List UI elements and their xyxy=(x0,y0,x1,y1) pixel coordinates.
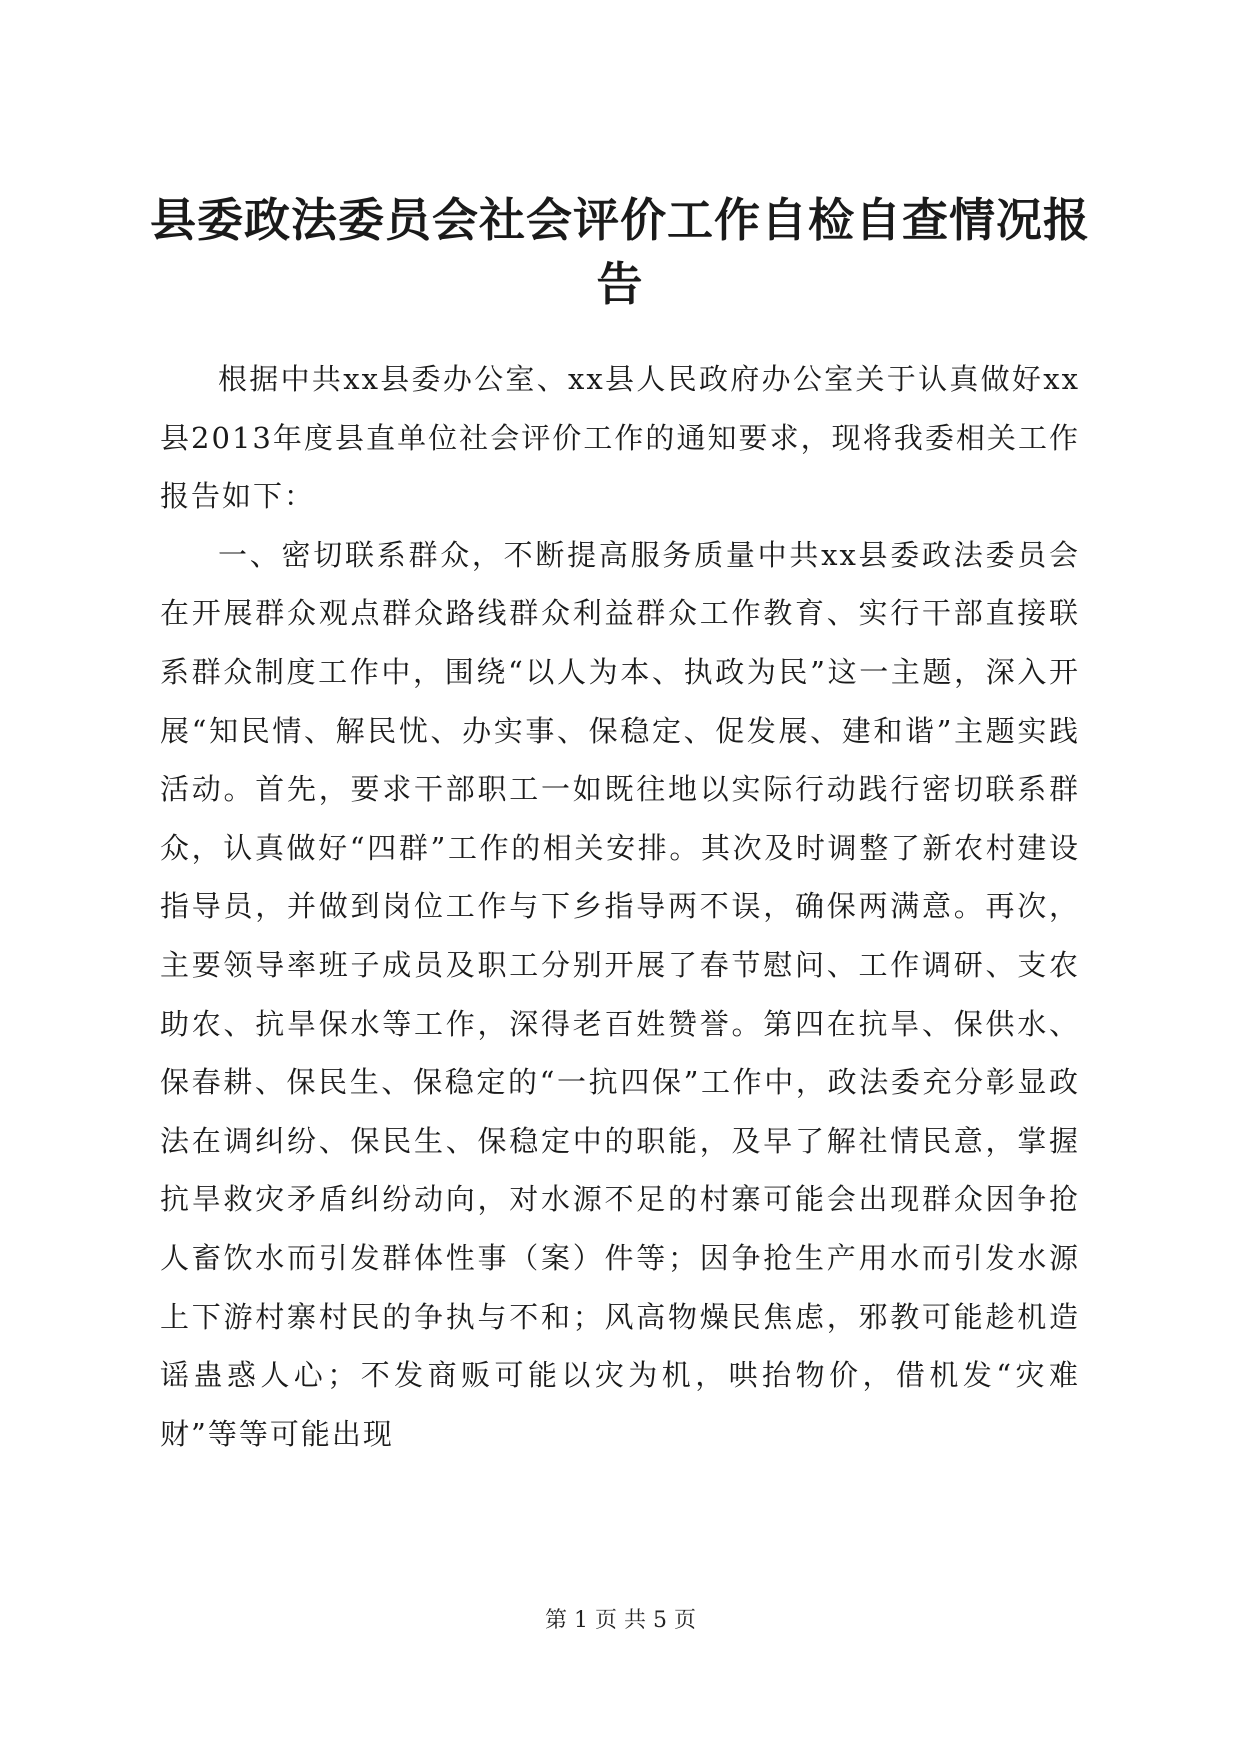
page-footer: 第 1 页 共 5 页 xyxy=(545,1608,696,1633)
paragraph-section-1: 一、密切联系群众，不断提高服务质量中共xx县委政法委员会在开展群众观点群众路线群众利益群众工作教育、实行干部直接联系群众制度工作中，围绕“以人为本、执政为民”这一主题，深入开展“知民情、解民忧、办实事、保稳定、促发展、建和谐”主题实践活动。首先，要求干部职工一如既往地以实际行动践行密切联系群众，认真做好“四群”工作的相关安排。其次及时调整了新农村建设指导员，并做到岗位工作与下乡指导两不误，确保两满意。再次，主要领导率班子成员及职工分别开展了春节慰问、工作调研、支农助农、抗旱保水等工作，深得老百姓赞誉。第四在抗旱、保供水、保春耕、保民生、保稳定的“一抗四保”工作中，政法委充分彰显政法在调纠纷、保民生、保稳定中的职能，及早了解社情民意，掌握抗旱救灾矛盾纠纷动向，对水源不足的村寨可能会出现群众因争抢人畜饮水而引发群体性事（案）件等；因争抢生产用水而引发水源上下游村寨村民的争执与不和；风高物燥民焦虑，邪教可能趁机造谣蛊惑人心；不发商贩可能以灾为机，哄抬物价，借机发“灾难财”等等可能出现 xyxy=(160,537,1080,1451)
paragraph-intro: 根据中共xx县委办公室、xx县人民政府办公室关于认真做好xx县2013年度县直单位社会评价工作的通知要求，现将我委相关工作报告如下： xyxy=(160,362,1080,514)
document-title: 县委政法委员会社会评价工作自检自查情况报告 xyxy=(150,193,1090,311)
document-body xyxy=(160,350,1080,1463)
